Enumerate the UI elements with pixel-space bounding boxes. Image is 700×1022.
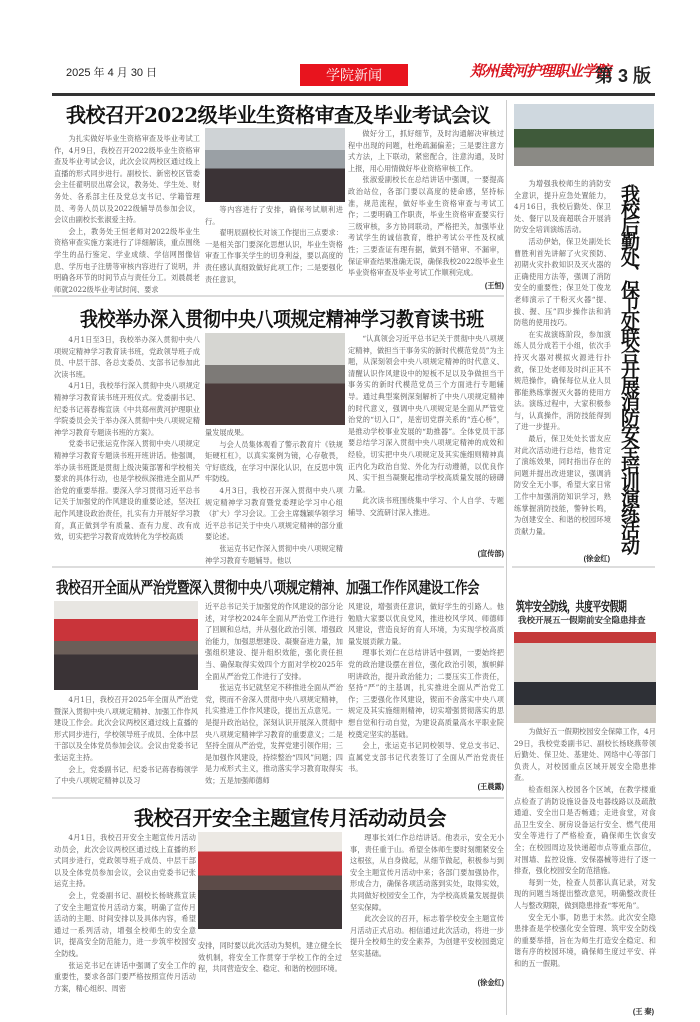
meeting-photo [205, 128, 345, 202]
divider [512, 566, 655, 568]
paragraph: 为增强我校师生的消防安全意识，提升应急处置能力，4月16日，我校后勤处、保卫处、餐厅以及商超联合开展消防安全培训演练活动。 [514, 179, 611, 235]
byline: (宣传部) [477, 549, 504, 558]
article-title: 我校召开全面从严治党暨深入贯彻中央八项规定精神、加强工作作风建设工作会 [56, 578, 480, 597]
article-subtitle: 我校开展五一假期前安全隐患排查 [518, 616, 646, 626]
issue-date: 2025 年 4 月 30 日 [66, 67, 158, 79]
paragraph: 4月1日，我校召开2025年全面从严治党暨深入贯彻中央八项规定精神、加强工作作风建设工作会。此次会议两校区通过线上直播的形式同步进行，学校领导班子成员、全体中层干部以及全体党员参加会议。会议由党委书记张运克主持。 [54, 695, 198, 762]
paragraph: 此次会议的召开，标志着学校安全主题宣传月活动正式启动。相信通过此次活动，将进一步提升全校师生的安全素养，为创建平安校园奠定坚实基础。 [350, 914, 504, 958]
paragraph: 近平总书记关于加强党的作风建设的部分论述，对学校2024年全面从严治党工作进行了回顾和总结，并从强化政治引领、增强政治能力，加强思想建设、凝聚奋进力量，加强组织建设、提升组织效能，强化责任担当、确保取得实效四个方面对学校2025年全面从严治党工作进行了安排。 [205, 602, 343, 681]
paragraph: 做好分工，抓好细节，及时沟通解决审核过程中出现的问题，杜绝疏漏偏差；三是要注意方式方法，上下联动，紧密配合，注意沟通，及时上报，用心用情做好毕业资格审核工作。 [348, 129, 504, 173]
article-column [348, 601, 504, 775]
header-rule [52, 93, 655, 96]
paragraph: 翟明辰副校长对该工作提出三点要求：一是相关部门要深化思想认识，毕业生资格审查工作事关学生的切身利益，要以高度的责任感认真细致做好此项工作；二是要强化责任意识， [205, 228, 343, 284]
paragraph: 为做好五一假期校园安全保障工作，4月29日，我校党委副书记、副校长杨晓燕带领后勤处、保卫处、基建处、网络中心等部门负责人，对校园重点区域开展安全隐患排查。 [514, 727, 656, 783]
article-column [54, 334, 200, 560]
article-title: 筑牢安全防线，共度平安假期 [516, 600, 627, 615]
article-column [514, 726, 656, 1004]
paragraph: 理事长刘仁作总结讲话。他表示，安全无小事，责任重于山。希望全体师生要时刻绷紧安全这根弦，从自身做起，从细节做起，积极参与到安全主题宣传月活动中来；各部门要加强协作，形成合力，确保各项活动落到实处，取得实效，共同做好校园安全工作，为学校高质量发展提供坚实保障。 [350, 833, 504, 912]
paragraph: 风建设，增强责任意识，做好学生的引路人。他勉励大家要以优良党风，推进校风学风、师德师风建设，营造良好的育人环境，为实现学校高质量发展贡献力量。 [348, 602, 504, 646]
paragraph: 安全无小事，防患于未然。此次安全隐患排查是学校强化安全管理、筑牢安全防线的重要举措，旨在为师生打造安全稳定、和谐有序的校园环境，确保师生度过平安、祥和的五一假期。 [514, 912, 656, 968]
newspaper-logo: 郑州黄河护理职业学院 [470, 62, 611, 80]
paragraph: 与会人员集体观看了警示教育片《铁规矩硬杠杠》，以真实案例为镜，心存敬畏，守好底线，在学习中深化认识，在反思中筑牢防线。 [205, 439, 343, 484]
article-column [348, 128, 504, 278]
paragraph: 检查组深入校园各个区域，在教学楼重点检查了消防设施设备及电器线路以及疏散通道、安全出口是否畅通；走进食堂，对食品卫生安全、厨房设备运行安全、燃气使用安全等进行了严格检查，确保师生饮食安全；在校园周边及快递超市点等重点部位，对围墙、监控设施、安保器械等进行了逐一排查，强化校园安全防范措施。 [514, 784, 656, 876]
paragraph: 活动伊始，保卫处副处长曹胜利首先讲解了火灾预防、初期火灾扑救知识及灭火器的正确使用方法等，强调了消防安全的重要性；保卫处丁俊龙老师演示了干粉灭火器“提、拔、握、压”四步操作法和消防毯的使用技巧。 [514, 236, 611, 328]
article-column [198, 940, 342, 988]
article-column [54, 694, 198, 792]
column-divider [506, 100, 507, 1015]
byline: (王 秦) [632, 1007, 654, 1016]
paragraph: 4月1日至3日，我校举办深入贯彻中央八项规定精神学习教育读书班，党政领导班子成员、中层干部、各总支委员、支部书记参加此次读书班。 [54, 335, 200, 379]
paragraph: 党委书记张运克作深入贯彻中央八项规定精神学习教育专题读书班开班讲话。他强调，举办读书班既是贯彻上级决策部署和学校相关要求的具体行动，也是学校纵深推进全面从严治党的重要举措。要深入学习贯彻习近平总书记关于加强党的作风建设的重要论述，坚决扛起作风建设政治责任，扎实有力开展好学习教育，真正做到学有质量、查有力度、改有成效，切实把学习教育成效转化为学校高质 [54, 439, 200, 542]
conference-photo [54, 601, 198, 690]
page-number: 第 3 版 [595, 66, 652, 86]
paragraph: 张淑爱副校长在总结讲话中强调，一要提高政治站位，各部门要以高度的使命感，坚持标准，规范流程，做好毕业生资格审查与考试工作；二要明确工作职责，毕业生资格审查要实行三级审核，多方协同联动，严格把关，加强毕业考试学生的诚信教育，维护考试公平性及权威性；三要查证有理有据，做到不错审、不漏审，保证审查结果准确无误，确保我校2022级毕业生毕业资格审查及毕业考试工作顺利完成。 [348, 175, 504, 278]
paragraph: 4月1日，我校召开安全主题宣传月活动动员会，此次会议两校区通过线上直播的形式同步进行，党政领导班子成员、中层干部以及全体党员参加会议，会议由党委书记张运克主持。 [54, 833, 196, 889]
paragraph: 安排，同时要以此次活动为契机，建立健全长效机制，将安全工作贯穿于学校工作的全过程，共同营造安全、稳定、和谐的校园环境。 [198, 941, 342, 974]
article-title: 我校召开2022级毕业生资格审查及毕业考试会议 [66, 103, 491, 127]
safety-inspection-photo [514, 632, 656, 723]
paragraph: 理事长刘仁在总结讲话中强调，一要始终把党的政治建设摆在首位，强化政治引领，旗帜鲜明讲政治，提升政治能力；二要压实工作责任，坚持“严”的主基调，扎实推进全面从严治党工作；三要强化作风建设，锲而不舍落实中央八项规定及其实施细则精神，切实增强贯彻落实的思想自觉和行动自觉，为建设高质量高水平职业院校奠定坚实的基础。 [348, 648, 504, 739]
fire-drill-photo [514, 104, 654, 166]
paragraph: 等内容进行了安排，确保考试顺利进行。 [205, 205, 343, 226]
byline: (徐金红) [583, 554, 610, 563]
paragraph: 张运克书记在讲话中强调了安全工作的重要性，要求各部门要严格按照宣传月活动方案，精心组织、周密 [54, 960, 196, 993]
paragraph: 会上，教务处王恒老师对2022级毕业生资格审查实施方案进行了详细解读，重点围绕学生的品行鉴定、学业成绩、学信网图像信息、学历电子注册等审核内容进行了说明，并明确各环节的时间节点与责任分工。刘晨晨老师就2022级毕业考试时间、要求 [54, 226, 200, 294]
article-column [514, 178, 611, 549]
paragraph: 最后，保卫处处长雷友应对此次活动进行总结，他肯定了演练效果，同时指出存在的问题并提出改进建议，强调消防安全无小事，希望大家日常工作中加强消防知识学习，熟练掌握消防技能，警钟长鸣，为创建安全、和谐的校园环境贡献力量。 [514, 434, 611, 536]
article-column [205, 427, 343, 565]
mobilization-meeting-photo [198, 832, 342, 929]
byline: (王恒) [484, 281, 504, 290]
paragraph: 每到一处，检查人员都认真记录，对发现的问题当场提出整改意见，明确整改责任人与整改期限，做到隐患排查“零死角”。 [514, 877, 656, 910]
paragraph: 会上，党委副书记、副校长杨晓燕宣读了安全主题宣传月活动方案，明确了宣传月活动的主题、时间安排以及具体内容，希望通过一系列活动，增强全校师生的安全意识，提高安全防范能力，进一步筑牢校园安全防线。 [54, 890, 196, 958]
article-column [205, 601, 343, 791]
paragraph: 张运克书记作深入贯彻中央八项规定精神学习教育专题辅导。他以 [205, 543, 343, 565]
paragraph: 4月1日，我校举行深入贯彻中央八项规定精神学习教育读书班开班仪式。党委副书记、纪委书记蒋春梅宣读《中共郑州黄河护理职业学院委员会关于举办深入贯彻中央八项规定精神学习教育专题读书班的方案》。 [54, 381, 200, 437]
paragraph: “认真领会习近平总书记关于贯彻中央八项规定精神，做担当干事务实的新时代模范党员”为主题，从深刻领会中央八项规定精神的时代意义、清醒认识作风建设中的短板不足以及争做担当干事务实的新时代模范党员三个方面进行专题辅导。通过典型案例深刻解析了中央八项规定精神的时代意义，强调中央八项规定是全面从严管党治党的“切入口”，是密切党群关系的“连心桥”，是推动学校事业发展的“助推器”。全体党员干部要总结学习深入贯彻中央八项规定精神的成效和经验，切实把中央八项规定及其实施细则精神真正内化为政治自觉、外化为行动遵循，以优良作风、实干担当凝聚起推动学校高质量发展的磅礴力量。 [348, 334, 504, 494]
section-banner: 学院新闻 [300, 64, 408, 86]
paragraph: 为扎实做好毕业生资格审查及毕业考试工作，4月9日，我校召开2022级毕业生资格审查及毕业考试会议，此次会议两校区通过线上直播的形式同步进行。副校长、新密校区管委会主任翟明辰出席会议，教务处、学生处、财务处、各系部主任及党总支书记、学籍管理员、考务人员以及2022级辅导员参加会议，会议由副校长张淑爱主持。 [54, 134, 200, 225]
paragraph: 会上，党委副书记、纪委书记蒋春梅领学了中央八项规定精神以及习 [54, 764, 198, 786]
paragraph: 此次读书班围绕集中学习、个人自学、专题辅导、交流研讨深入推进。 [348, 496, 504, 517]
article-title: 我校举办深入贯彻中央八项规定精神学习教育读书班 [80, 307, 484, 331]
article-title: 我校召开安全主题宣传月活动动员会 [134, 806, 446, 830]
paragraph: 会上，张运克书记同校领导、党总支书记、直属党支部书记代表签订了全面从严治党责任书。 [348, 741, 504, 774]
vertical-article-title: 我校后勤处、保卫处联合开展消防安全培训演练活动 [618, 184, 640, 552]
divider [52, 295, 504, 297]
article-column [348, 333, 504, 543]
paragraph: 量发展成果。 [205, 428, 249, 437]
byline: (徐金红) [477, 978, 504, 987]
byline: (王晨露) [477, 782, 504, 791]
divider [52, 566, 504, 568]
paragraph: 张运克书记就坚定不移推进全面从严治党，锲而不舍深入贯彻中央八项规定精神，扎实推进工作作风建设，提出五点意见。一是提升政治站位，深刻认识开展深入贯彻中央八项规定精神学习教育的重要意义；二是坚持全面从严治党，发挥党建引领作用；三是加强作风建设，持续整治“四风”问题；四是力戒形式主义，推动落实学习教育取得实效；五是加强师德师 [205, 683, 343, 785]
divider [52, 797, 504, 799]
article-column [205, 204, 343, 286]
article-column [350, 832, 504, 972]
reading-class-photo [205, 333, 345, 425]
paragraph: 4月3日，我校召开深入贯彻中央八项规定精神学习教育暨党委理论学习中心组（扩大）学习会议。工会主席魏颖华领学习近平总书记关于中央八项规定精神的部分重要论述。 [205, 485, 343, 542]
paragraph: 在实战演练阶段，参加演练人员分成若干小组，依次手持灭火器对模拟火源进行扑救，保卫处老师及时纠正其不规范操作，确保每位从业人员都能熟练掌握灭火器的使用方法。演练过程中，大家积极参与，认真操作，消防技能得到了进一步提升。 [514, 329, 611, 432]
article-column [54, 133, 200, 294]
article-column [54, 832, 196, 992]
